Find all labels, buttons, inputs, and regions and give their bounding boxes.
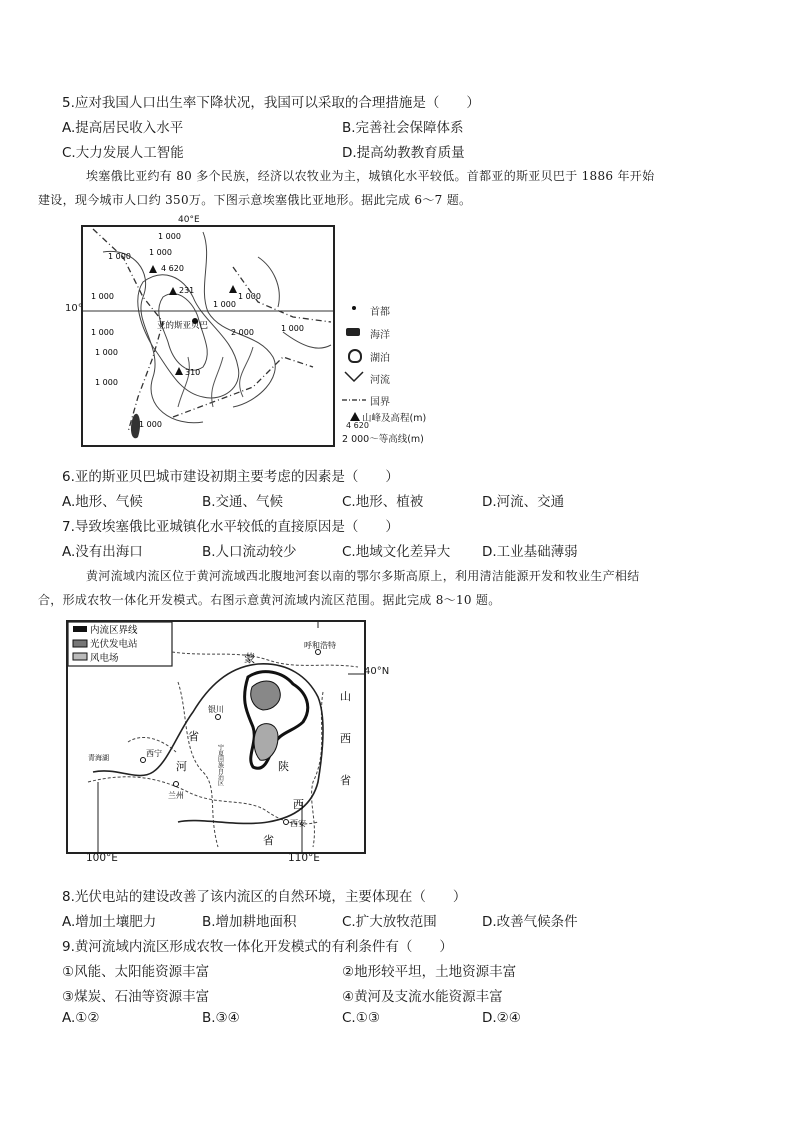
peak-icon [175, 367, 183, 375]
peak-legend-icon [350, 412, 360, 421]
solar-legend-icon [73, 640, 87, 647]
map1-latitude-label: 10° [65, 303, 83, 314]
contour-label: 1 000 [91, 292, 114, 301]
peak-label: 4 620 [161, 264, 184, 273]
contour-label: 1 000 [91, 328, 114, 337]
ethiopia-map-svg [83, 227, 333, 445]
legend-river: 河流 [370, 375, 390, 386]
contour-label: 1 000 [158, 232, 181, 241]
wind-legend-icon [73, 653, 87, 660]
q9-option-d: D.②④ [482, 1010, 521, 1026]
q8-option-d: D.改善气候条件 [482, 914, 578, 930]
legend-wind: 风电场 [90, 653, 119, 664]
yellow-river-map-svg [68, 622, 364, 852]
legend-solar: 光伏发电站 [90, 639, 138, 650]
q6-option-a: A.地形、气候 [62, 494, 143, 510]
q9-statement-4: ④黄河及支流水能资源丰富 [342, 989, 503, 1005]
map2-lon110-label: 110°E [288, 852, 320, 864]
contour-label: 1 000 [95, 348, 118, 357]
label-meng: 蒙 [244, 652, 255, 665]
q6-stem: 6.亚的斯亚贝巴城市建设初期主要考虑的因素是（ ） [62, 469, 399, 485]
contour-label: 1 000 [95, 378, 118, 387]
contour-label: 1 000 [139, 420, 162, 429]
label-qinghai: 青海湖 [88, 754, 109, 762]
passage-yellow-river-line1: 黄河流域内流区位于黄河流域西北腹地河套以南的鄂尔多斯高原上，利用清洁能源开发和牧业生产相结 [86, 569, 640, 583]
q5-option-d: D.提高幼教教育质量 [342, 145, 465, 161]
capital-label: 亚的斯亚贝巴 [157, 321, 209, 331]
peak-icon [169, 287, 177, 295]
peak-icon [229, 285, 237, 293]
map2-lat-label: 40°N [364, 666, 390, 677]
q8-option-a: A.增加土壤肥力 [62, 914, 157, 930]
border-legend-icon [342, 397, 366, 403]
passage-ethiopia-line1: 埃塞俄比亚约有 80 多个民族，经济以农牧业为主，城镇化水平较低。首都亚的斯亚贝巴于 1886 年开始 [86, 169, 655, 183]
q8-stem: 8.光伏电站的建设改善了该内流区的自然环境，主要体现在（ ） [62, 889, 467, 905]
contour-label: 1 000 [281, 324, 304, 333]
label-sheng2: 省 [188, 730, 199, 743]
legend-lake: 湖泊 [370, 353, 390, 364]
q7-option-a: A.没有出海口 [62, 544, 143, 560]
label-xian: 西安 [290, 819, 306, 828]
legend-capital: 首都 [370, 307, 390, 318]
passage-yellow-river [38, 564, 752, 612]
q6-option-c: C.地形、植被 [342, 494, 424, 510]
q9-statement-3: ③煤炭、石油等资源丰富 [62, 989, 210, 1005]
q9-statement-1: ①风能、太阳能资源丰富 [62, 964, 210, 980]
q9-statement-2: ②地形较平坦，土地资源丰富 [342, 964, 517, 980]
legend-boundary: 内流区界线 [90, 625, 138, 636]
legend-contour: 2 000～等高线(m) [342, 434, 424, 445]
q7-option-c: C.地域文化差异大 [342, 544, 451, 560]
legend-border: 国界 [370, 397, 390, 408]
label-sheng3: 省 [263, 834, 274, 847]
map1-legend [340, 303, 450, 443]
ocean-legend-icon [346, 328, 360, 336]
passage-yellow-river-line2: 合，形成农牧一体化开发模式。右图示意黄河流域内流区范围。据此完成 8～10 题。 [38, 593, 501, 607]
boundary-legend-icon [73, 626, 87, 632]
city-marker [216, 715, 221, 720]
q5-option-b: B.完善社会保障体系 [342, 120, 464, 136]
legend-peak-value: 4 620 [346, 421, 369, 430]
label-ningxia: 宁夏回族自治区 [216, 744, 224, 786]
q9-option-c: C.①③ [342, 1010, 380, 1026]
q9-stem: 9.黄河流域内流区形成农牧一体化开发模式的有利条件有（ ） [62, 939, 453, 955]
map2-lon100-label: 100°E [86, 852, 118, 864]
q9-option-a: A.①② [62, 1010, 100, 1026]
passage-ethiopia [38, 164, 742, 212]
q5-option-a: A.提高居民收入水平 [62, 120, 184, 136]
yellow-river-map [66, 620, 366, 854]
contour-label: 1 000 [108, 252, 131, 261]
peak-icon [149, 265, 157, 273]
city-marker [316, 650, 321, 655]
q6-option-b: B.交通、气候 [202, 494, 284, 510]
contour-label: 1 000 [149, 248, 172, 257]
contour-label: 1 000 [213, 300, 236, 309]
label-shaan: 陕 [278, 760, 289, 773]
q7-option-d: D.工业基础薄弱 [482, 544, 578, 560]
map1-longitude-label: 40°E [178, 215, 200, 225]
label-huhehaote: 呼和浩特 [304, 641, 336, 650]
label-lanzhou: 兰州 [168, 791, 184, 800]
contour-label: 1 000 [238, 292, 261, 301]
legend-peak: 山峰及高程(m) [362, 413, 427, 424]
peak-label: 310 [185, 368, 201, 377]
contour-label: 2 000 [231, 328, 254, 337]
q6-option-d: D.河流、交通 [482, 494, 565, 510]
lake-legend-icon [348, 349, 362, 363]
q5-option-c: C.大力发展人工智能 [62, 145, 184, 161]
label-sheng1: 省 [340, 774, 351, 787]
q8-option-b: B.增加耕地面积 [202, 914, 297, 930]
label-yinchuan: 银川 [208, 705, 224, 714]
passage-ethiopia-line2: 建设，现今城市人口约 350万。下图示意埃塞俄比亚地形。据此完成 6～7 题。 [38, 193, 472, 207]
city-marker [284, 820, 289, 825]
ethiopia-map [81, 225, 335, 447]
peak-label: 231 [179, 286, 195, 295]
river-legend-icon [344, 371, 364, 383]
q7-stem: 7.导致埃塞俄比亚城镇化水平较低的直接原因是（ ） [62, 519, 399, 535]
label-xi2: 西 [293, 798, 304, 811]
label-xi1: 西 [340, 732, 351, 745]
label-shan: 山 [340, 690, 351, 703]
city-marker [174, 782, 179, 787]
capital-legend-icon [352, 306, 356, 310]
q8-option-c: C.扩大放牧范围 [342, 914, 437, 930]
q9-option-b: B.③④ [202, 1010, 240, 1026]
label-xining: 西宁 [146, 749, 162, 758]
label-he: 河 [176, 760, 187, 773]
legend-ocean: 海洋 [370, 330, 390, 341]
q7-option-b: B.人口流动较少 [202, 544, 297, 560]
q5-stem: 5.应对我国人口出生率下降状况，我国可以采取的合理措施是（ ） [62, 95, 480, 111]
city-marker [141, 758, 146, 763]
